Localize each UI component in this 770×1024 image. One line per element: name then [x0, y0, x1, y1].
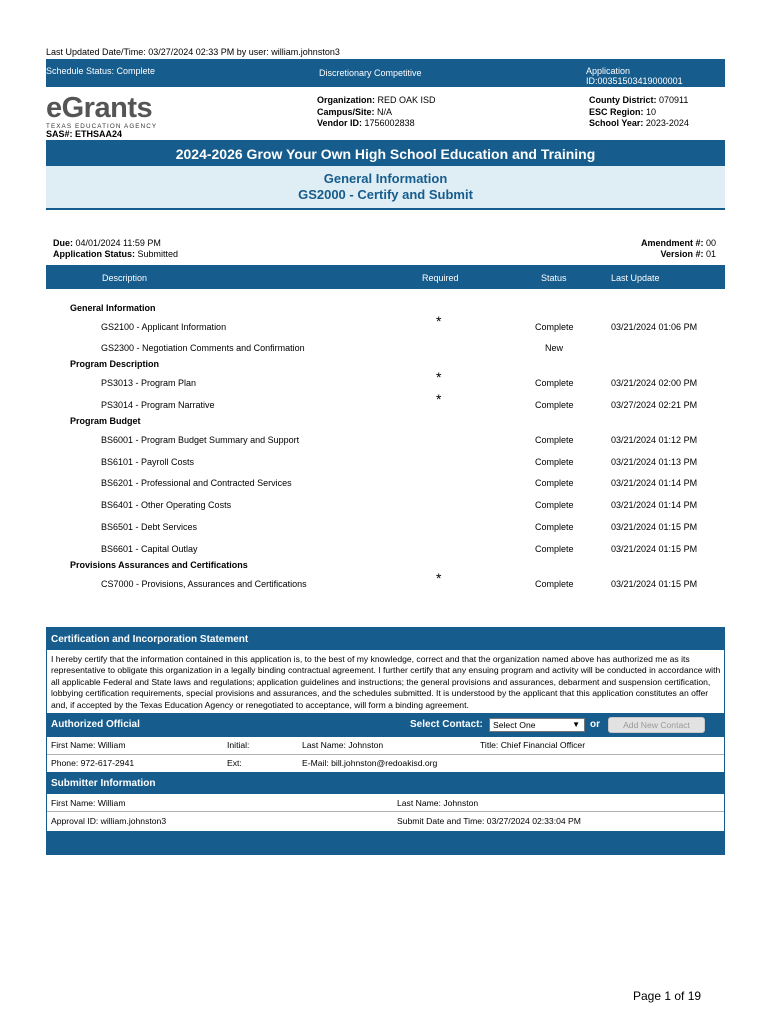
row-last-update: 03/21/2024 01:15 PM: [611, 579, 698, 589]
row-status: Complete: [535, 378, 574, 388]
app-status-value: Submitted: [137, 249, 179, 259]
row-status: Complete: [535, 435, 574, 445]
version-info: [641, 238, 716, 260]
row-last-update: 03/21/2024 01:13 PM: [611, 457, 698, 467]
row-description[interactable]: BS6001 - Program Budget Summary and Support: [101, 435, 300, 445]
row-description[interactable]: BS6501 - Debt Services: [101, 522, 198, 532]
funding-type: Discretionary Competitive: [319, 68, 422, 78]
table-row[interactable]: [0, 544, 770, 556]
district-info: [589, 95, 689, 130]
contact-select[interactable]: [489, 718, 585, 732]
row-last-update: 03/21/2024 01:12 PM: [611, 435, 698, 445]
row-last-update: 03/21/2024 01:14 PM: [611, 478, 698, 488]
table-row[interactable]: [0, 435, 770, 447]
official-phone: Phone: 972-617-2941: [51, 758, 135, 768]
select-contact-label: Select Contact:: [410, 719, 483, 730]
row-last-update: 03/21/2024 01:14 PM: [611, 500, 698, 510]
county-label: County District:: [589, 95, 657, 105]
esc-value: 10: [646, 106, 657, 117]
row-description[interactable]: BS6601 - Capital Outlay: [101, 544, 198, 554]
due-value: 04/01/2024 11:59 PM: [75, 238, 161, 248]
row-status: New: [545, 343, 564, 353]
row-description[interactable]: PS3013 - Program Plan: [101, 378, 197, 388]
approval-id: Approval ID: william.johnston3: [51, 816, 167, 826]
contact-select-value: Select One: [493, 720, 536, 730]
submit-date: Submit Date and Time: 03/27/2024 02:33:04 PM: [397, 816, 581, 826]
campus-label: Campus/Site:: [317, 106, 375, 117]
row-last-update: 03/21/2024 02:00 PM: [611, 378, 698, 388]
row-description[interactable]: BS6101 - Payroll Costs: [101, 457, 195, 467]
required-marker: *: [436, 391, 442, 407]
col-last-update: Last Update: [611, 273, 660, 283]
due-label: Due:: [53, 238, 73, 248]
row-description[interactable]: PS3014 - Program Narrative: [101, 400, 215, 410]
row-status: Complete: [535, 457, 574, 467]
certification-text: I hereby certify that the information contained in this application is, to the best of my knowledge, correct and that the organization named above has authorized me as its representative to obligate this organization in a legally binding contractual agreement. I further certify that any ensuing program and activity will be conducted in accordance with all applicable Federal and State laws and regulations; application guidelines and instructions; the general provisions and assurances, debarment and suspension certification, lobbying certification requirements, special provisions and assurances, and the schedules submitted. It is understood by the applicant that this application constitutes an offer and, if accepted by the Texas Education Agency or renegotiated to acceptance, will form a binding agreement.: [51, 654, 721, 710]
row-status: Complete: [535, 500, 574, 510]
official-email: E-Mail: bill.johnston@redoakisd.org: [302, 758, 438, 768]
version-value: 01: [705, 249, 716, 259]
section-title: General Information: [323, 171, 448, 186]
section-program-budget: Program Budget: [70, 416, 141, 426]
table-row[interactable]: [0, 313, 770, 334]
due-info: [53, 238, 178, 260]
table-row[interactable]: [0, 457, 770, 469]
esc-label: ESC Region:: [589, 106, 644, 117]
required-marker: *: [436, 369, 442, 385]
app-status-label: Application Status:: [53, 249, 136, 259]
official-last-name: Last Name: Johnston: [302, 740, 384, 750]
table-row[interactable]: [0, 391, 770, 412]
year-value: 2023-2024: [645, 118, 689, 128]
certification-panel: [46, 627, 725, 855]
submitter-first-name: First Name: William: [51, 798, 126, 808]
org-info: [317, 95, 436, 130]
or-label: or: [590, 719, 600, 730]
vendor-label: Vendor ID:: [317, 118, 363, 128]
row-last-update: 03/27/2024 02:21 PM: [611, 400, 698, 410]
official-initial: Initial:: [227, 740, 250, 750]
row-last-update: 03/21/2024 01:06 PM: [611, 322, 698, 332]
row-description[interactable]: CS7000 - Provisions, Assurances and Certifications: [101, 579, 307, 589]
organization-label: Organization:: [317, 95, 375, 105]
authorized-official-heading: Authorized Official: [51, 719, 140, 730]
egrants-logo: [46, 94, 157, 130]
vendor-value: 1756002838: [364, 118, 415, 128]
col-required: Required: [422, 273, 459, 283]
status-bar: [46, 59, 725, 87]
dropdown-arrow-icon: ▼: [572, 720, 580, 729]
row-status: Complete: [535, 522, 574, 532]
row-status: Complete: [535, 400, 574, 410]
row-status: Complete: [535, 579, 574, 589]
organization-value: RED OAK ISD: [377, 95, 436, 105]
sas-number: SAS#: ETHSAA24: [46, 129, 123, 139]
divider: [47, 811, 724, 812]
required-marker: *: [436, 313, 442, 329]
logo-subtext: TEXAS EDUCATION AGENCY: [46, 123, 158, 130]
logo-text: eGrants: [46, 92, 153, 124]
row-status: Complete: [535, 544, 574, 554]
schedule-header: [46, 166, 725, 210]
grant-title: 2024-2026 Grow Your Own High School Education and Training: [46, 140, 725, 166]
last-updated: Last Updated Date/Time: 03/27/2024 02:33 PM by user: william.johnston3: [46, 47, 340, 57]
col-description: Description: [102, 273, 148, 283]
year-label: School Year:: [589, 118, 644, 128]
campus-value: N/A: [377, 106, 393, 117]
official-title: Title: Chief Financial Officer: [480, 740, 586, 750]
table-row[interactable]: [0, 570, 770, 591]
row-description[interactable]: BS6401 - Other Operating Costs: [101, 500, 232, 510]
county-value: 070911: [659, 95, 689, 105]
submitter-last-name: Last Name: Johnston: [397, 798, 479, 808]
row-status: Complete: [535, 478, 574, 488]
amendment-value: 00: [705, 238, 716, 248]
row-description[interactable]: GS2100 - Applicant Information: [101, 322, 227, 332]
section-provisions: Provisions Assurances and Certifications: [70, 560, 248, 570]
certification-heading: Certification and Incorporation Statement: [47, 628, 724, 650]
section-program-description: Program Description: [70, 359, 160, 369]
schedule-table-header: [46, 265, 725, 289]
official-ext: Ext:: [227, 758, 242, 768]
panel-footer-bar: [47, 831, 724, 854]
row-description[interactable]: GS2300 - Negotiation Comments and Confirmation: [101, 343, 305, 353]
row-status: Complete: [535, 322, 574, 332]
schedule-title: GS2000 - Certify and Submit: [298, 187, 473, 202]
version-label: Version #:: [660, 249, 704, 259]
required-marker: *: [436, 570, 442, 586]
authorized-official-bar: [47, 713, 724, 737]
official-first-name: First Name: William: [51, 740, 126, 750]
schedule-status: Schedule Status: Complete: [46, 66, 156, 76]
table-row[interactable]: [0, 478, 770, 490]
amendment-label: Amendment #:: [640, 238, 704, 248]
application-id: Application ID:00351503419000001: [586, 66, 683, 86]
submitter-heading: Submitter Information: [47, 772, 724, 794]
table-row[interactable]: [0, 343, 770, 355]
table-row[interactable]: [0, 369, 770, 390]
add-new-contact-button[interactable]: Add New Contact: [608, 717, 705, 733]
col-status: Status: [541, 273, 567, 283]
row-last-update: 03/21/2024 01:15 PM: [611, 544, 698, 554]
table-row[interactable]: [0, 522, 770, 534]
page-number: Page 1 of 19: [633, 989, 702, 1003]
table-row[interactable]: [0, 500, 770, 512]
section-general-information: General Information: [70, 303, 156, 313]
row-description[interactable]: BS6201 - Professional and Contracted Services: [101, 478, 292, 488]
divider: [47, 754, 724, 755]
row-last-update: 03/21/2024 01:15 PM: [611, 522, 698, 532]
